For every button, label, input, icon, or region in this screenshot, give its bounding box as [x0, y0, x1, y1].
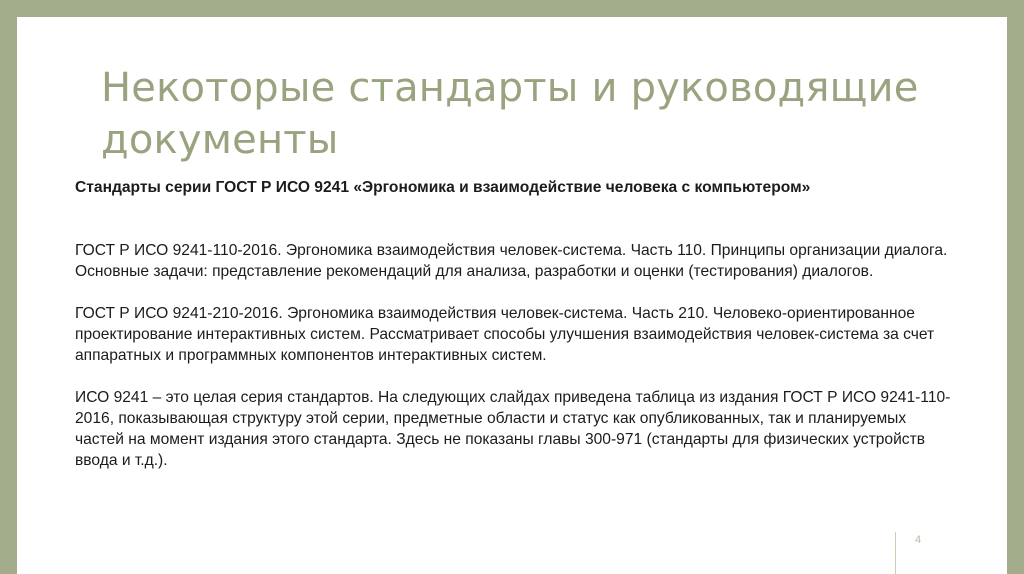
- paragraph-iso-9241-series: ИСО 9241 – это целая серия стандартов. На следующих слайдах приведена таблица из издания ГОСТ Р ИСО 9241-110-2016, показывающая структуру этой серии, предметные области и статус как опубликованных, так и планируемых частей на момент издания этого стандарта. Здесь не показаны главы 300-971 (стандарты для физических устройств ввода и т.д.).: [75, 389, 951, 469]
- slide: [17, 17, 1007, 574]
- paragraph-gost-9241-210: ГОСТ Р ИСО 9241-210-2016. Эргономика взаимодействия человек-система. Часть 210. Человеко-ориентированное проектирование интерактивных систем. Рассматривает способы улучшения взаимодействия человек-система за счет аппаратных и программных компонентов интерактивных систем.: [75, 305, 935, 364]
- standards-series-heading: Стандарты серии ГОСТ Р ИСО 9241 «Эргономика и взаимодействие человека с компьютером»: [75, 179, 811, 196]
- page-number-divider: [895, 532, 896, 574]
- slide-content: [75, 177, 955, 492]
- page-number: 4: [915, 534, 922, 546]
- paragraph-gost-9241-110: ГОСТ Р ИСО 9241-110-2016. Эргономика взаимодействия человек-система. Часть 110. Принципы организации диалога. Основные задачи: представление рекомендаций для анализа, разработки и оценки (тестирования) диалогов.: [75, 242, 948, 280]
- slide-title: Некоторые стандарты и руководящие документы: [101, 65, 919, 163]
